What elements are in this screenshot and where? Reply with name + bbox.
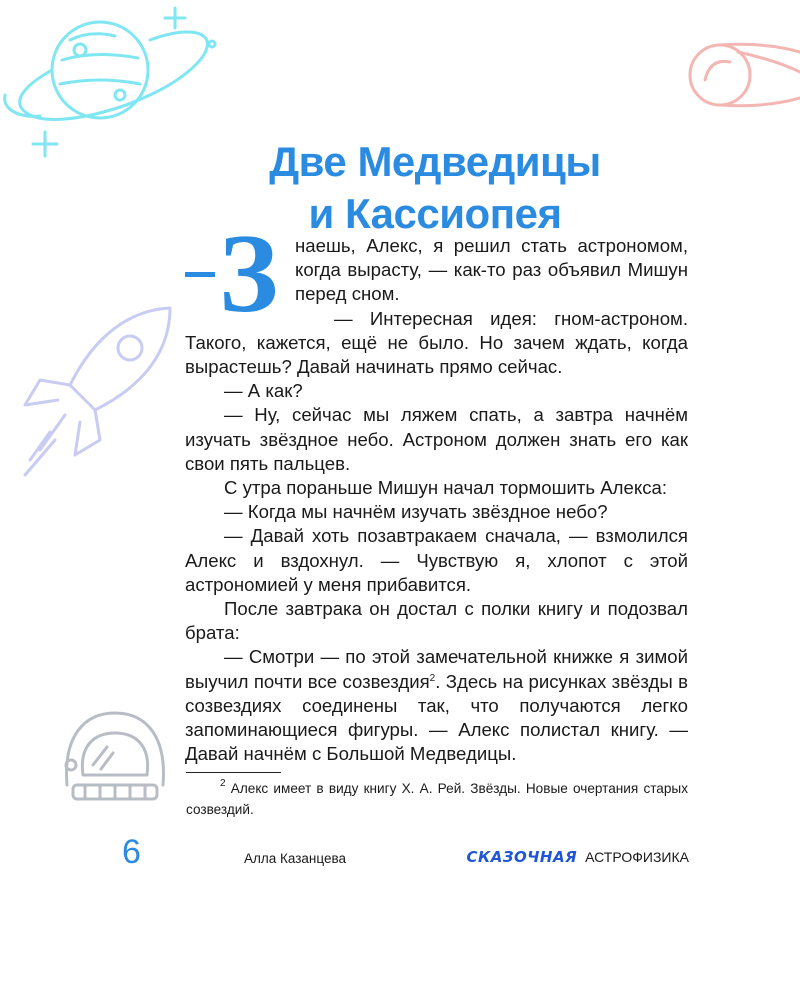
paragraph: — Давай хоть позавтракаем сначала, — взмолился Алекс и вздохнул. — Чувствую я, хлопот с этой астрономией у меня прибавится.	[185, 525, 688, 595]
series-title-part1: СКАЗОЧНАЯ	[466, 848, 578, 866]
comet-icon	[680, 30, 800, 120]
dialogue-dash	[185, 272, 215, 277]
paragraph: — Когда мы начнём изучать звёздное небо?	[224, 501, 608, 523]
author-name: Алла Казанцева	[244, 851, 347, 866]
rocket-icon	[10, 300, 180, 490]
series-title	[467, 847, 690, 867]
chapter-title-line: и Кассиопея	[308, 190, 562, 238]
footnote	[186, 778, 688, 820]
footnote-number: 2	[220, 778, 226, 789]
footnote-text: Алекс имеет в виду книгу Х. А. Рей. Звёзды. Новые очертания старых созвездий.	[186, 781, 688, 817]
series-title-part2: АСТРОФИЗИКА	[585, 849, 689, 865]
paragraph-text: — Смотри — по этой замечательной книжке я зимой выучил почти все созвездия	[185, 646, 688, 692]
page-number: 6	[122, 833, 141, 871]
paragraph: С утра пораньше Мишун начал тормошить Алекса:	[224, 477, 668, 499]
drop-cap	[185, 212, 289, 336]
drop-cap-letter: З	[219, 212, 279, 336]
paragraph	[185, 645, 688, 766]
footnote-ref[interactable]: 2	[429, 672, 436, 684]
chapter-title-line: Две Медведицы	[269, 138, 601, 186]
paragraph: После завтрака он достал с полки книгу и подозвал брата:	[185, 598, 688, 644]
paragraph: — А как?	[224, 380, 303, 402]
footnote-divider	[186, 772, 281, 773]
astronaut-helmet-icon	[55, 705, 175, 815]
paragraph: — Ну, сейчас мы ляжем спать, а завтра начнём изучать звёздное небо. Астроном должен знать его как свои пять пальцев.	[185, 404, 688, 474]
paragraph: — Интересная идея: гном-астроном. Такого, кажется, ещё не было. Но зачем ждать, когда вырастешь? Давай начинать прямо сейчас.	[185, 307, 688, 378]
paragraph: наешь, Алекс, я решил стать астрономом, когда вырасту, — как-то раз объявил Мишун перед сном.	[295, 235, 688, 305]
paragraph-text: . Здесь на рисунках звёзды в созвездиях соединены так, что получаются легко запоминающиеся фигуры. — Алекс полистал книгу. — Давай начнём с Большой Медведицы.	[185, 670, 689, 765]
